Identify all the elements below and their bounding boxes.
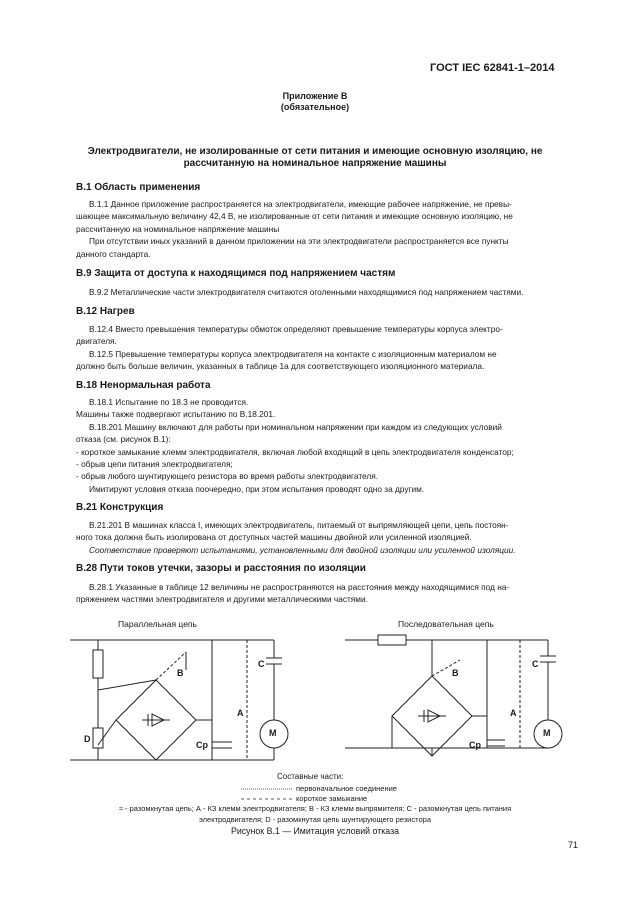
section-heading-b28: В.28 Пути токов утечки, зазоры и расстояния по изоляции — [76, 563, 366, 574]
compliance-line: Соответствие проверяют испытаниями, установленными для двойной изоляции или усиленной изоляции. — [89, 544, 516, 555]
legend-original: первоначальное соединение — [296, 784, 397, 793]
label-a-left: A — [237, 708, 244, 718]
text-line: Имитируют условия отказа поочередно, при этом испытания проводят одно за другим. — [89, 483, 425, 494]
text-line: отказа (см. рисунок В.1): — [76, 434, 171, 445]
text-line: Машины также подвергают испытанию по В.18.201. — [76, 409, 276, 420]
text-line: В.18.201 Машину включают для работы при номинальном напряжении при каждом из следующих условий — [89, 421, 502, 432]
text-line: В.12.5 Превышение температуры корпуса электродвигателя на контакте с изоляционным материалом не — [89, 348, 497, 359]
main-title-line: Электродвигатели, не изолированные от сети питания и имеющие основную изоляцию, не — [87, 146, 543, 157]
annex-status: (обязательное) — [280, 102, 350, 112]
label-c-left: C — [258, 659, 265, 669]
section-heading-b12: В.12 Нагрев — [76, 306, 135, 317]
series-circuit — [345, 635, 562, 756]
label-b-right: B — [452, 668, 459, 678]
figure-caption: Рисунок В.1 — Имитация условий отказа — [230, 826, 400, 836]
legend-description-2: электродвигателя; D - разомкнутая цепь шунтирующего резистора — [199, 815, 431, 824]
label-c-right: C — [532, 659, 539, 669]
text-line: В.28.1 Указанные в таблице 12 величины не распространяются на расстояния между находящимися под на- — [89, 582, 510, 592]
legend-short: короткое замыкание — [296, 794, 368, 803]
figure-left-title: Параллельная цепь — [118, 619, 197, 629]
label-m-left: M — [269, 728, 277, 738]
text-line: - короткое замыкание клемм электродвигателя, включая любой входящий в цепь электродвигателя конденсатор; — [76, 446, 514, 457]
figure-right-title: Последовательная цепь — [398, 619, 494, 629]
label-cp-right: Cp — [469, 740, 481, 750]
text-line: ного тока должна быть изолирована от доступных частей машины двойной или усиленной изоляцией. — [76, 532, 472, 543]
standard-number: ГОСТ IEC 62841-1–2014 — [430, 62, 555, 74]
page-number: 71 — [568, 840, 579, 850]
section-heading-b18: В.18 Ненормальная работа — [76, 380, 211, 391]
label-b-left: B — [177, 668, 184, 678]
parallel-circuit — [70, 640, 288, 760]
text-line: - обрыв любого шунтирующего резистора во время работы электродвигателя. — [76, 471, 379, 482]
label-a-right: A — [510, 708, 517, 718]
section-heading-b1: В.1 Область применения — [76, 182, 201, 193]
label-cp-left: Cp — [196, 740, 208, 750]
main-title-line: рассчитанную на номинальное напряжение машины — [183, 158, 447, 169]
text-line: должно быть больше величин, указанных в таблице 1а для соответствующего изоляционного материала. — [76, 361, 485, 372]
section-heading-b21: В.21 Конструкция — [76, 502, 164, 513]
text-line: При отсутствии иных указаний в данном приложении на эти электродвигатели распространяется все пункты — [89, 236, 509, 247]
text-line: В.12.4 Вместо превышения температуры обмоток определяют превышение температуры корпуса электро- — [89, 324, 503, 334]
label-m-right: M — [543, 728, 551, 738]
text-line: В.1.1 Данное приложение распространяется на электродвигатели, имеющие рабочее напряжение, не превы- — [89, 199, 512, 209]
legend-title: Составные части: — [277, 772, 344, 781]
text-line: рассчитанную на номинальное напряжение машины — [76, 223, 280, 234]
text-line: - обрыв цепи питания электродвигателя; — [76, 459, 233, 470]
section-heading-b9: В.9 Защита от доступа к находящимся под напряжением частям — [76, 268, 396, 279]
annex-title: Приложение В — [282, 91, 348, 101]
text-line: пряжением частями электродвигателя и другими металлическими частями. — [76, 594, 368, 605]
text-line: В.18.1 Испытание по 18.3 не проводится. — [89, 397, 249, 407]
text-line: двигателя. — [76, 336, 117, 347]
text-line: В.21.201 В машинах класса I, имеющих электродвигатель, питаемый от выпрямляющей цепи, цепь постоян- — [89, 520, 509, 530]
label-d-left: D — [84, 734, 91, 744]
text-line: данного стандарта. — [76, 248, 151, 259]
legend-description-1: ≈ - разомкнутая цепь; А - КЗ клемм электродвигателя; В - КЗ клемм выпрямителя; С - разомкнутая цепь питания — [118, 804, 512, 813]
text-line: шающее максимальную величину 42,4 В, не изолированные от сети питания и имеющие основную изоляцию, не — [76, 211, 513, 222]
text-line: В.9.2 Металлические части электродвигателя считаются оголенными находящимися под напряжением частями. — [89, 287, 524, 297]
